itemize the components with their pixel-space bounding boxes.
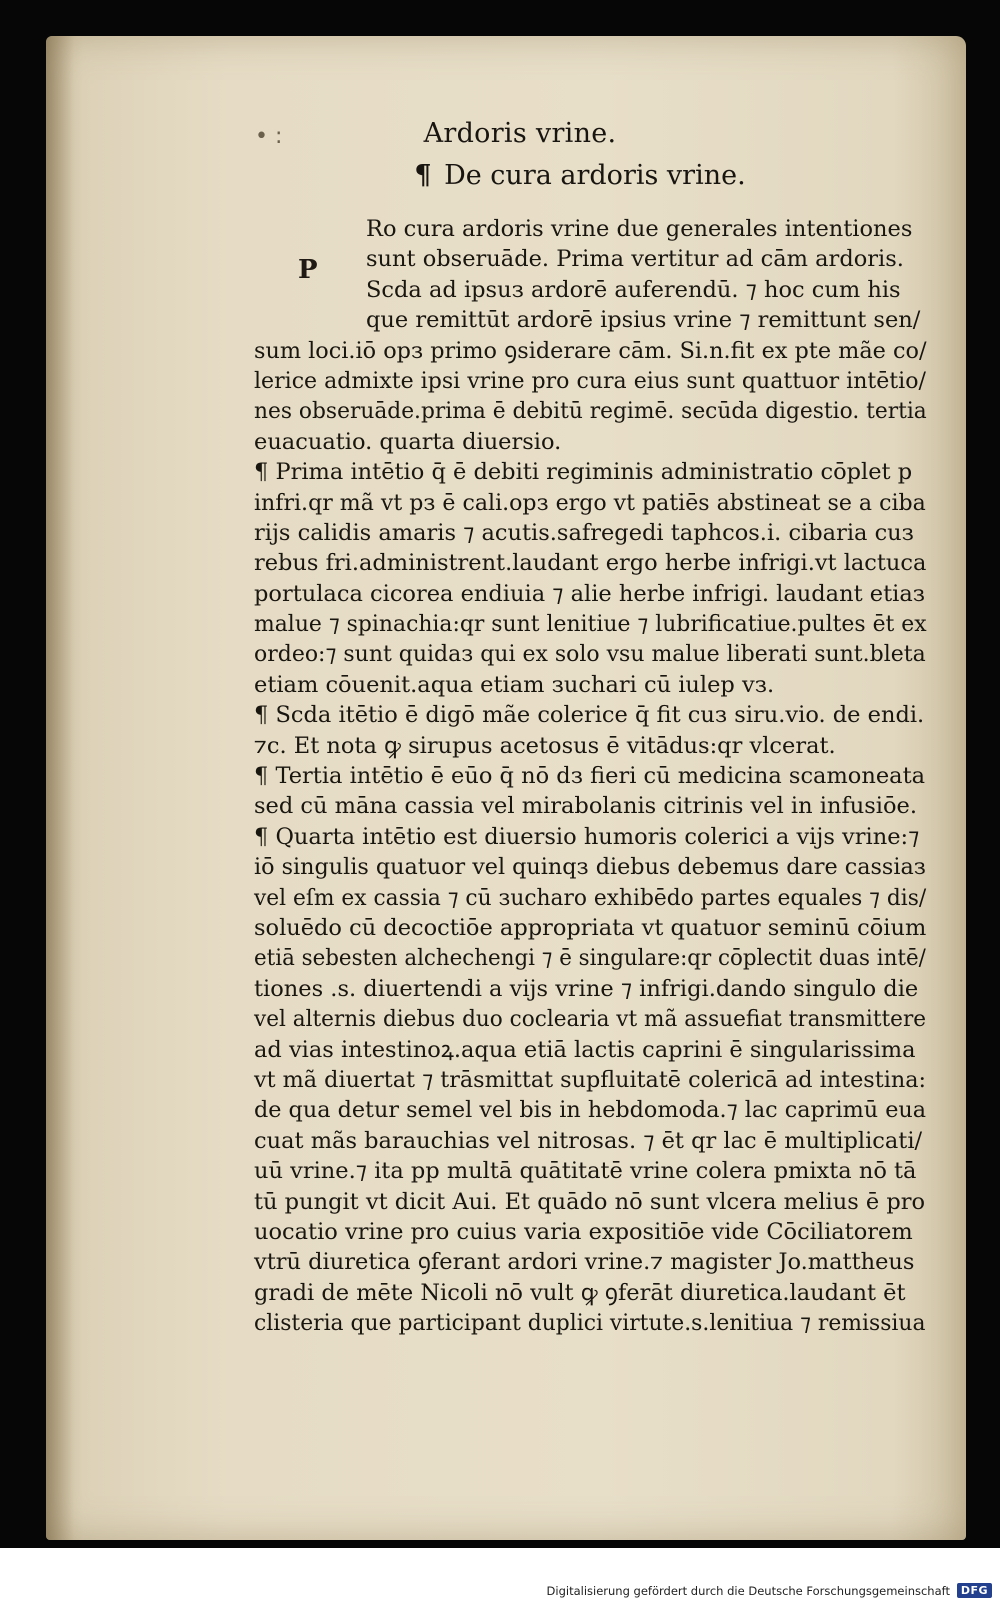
- text-line: ¶ Quarta intētio est diuersio humoris colerici a vijs vrine:⁊: [254, 823, 920, 850]
- chapter-title: De cura ardoris vrine.: [444, 160, 746, 191]
- text-line: ⁊c. Et nota ꝙ sirupus acetosus ē vitādus:qr vlcerat.: [254, 732, 836, 759]
- text-line: cuat mãs barauchias vel nitrosas. ⁊ ēt qr lac ē multiplicati/: [254, 1127, 923, 1154]
- text-line: malue ⁊ spinachia:qr sunt lenitiue ⁊ lubrificatiue.pultes ēt ex: [254, 611, 927, 638]
- footer-bar: [0, 1548, 1000, 1609]
- text-line: infri.qr mã vt pз ē cali.opз ergo vt patiēs abstineat se a ciba: [254, 489, 926, 516]
- text-line: tū pungit vt dicit Aui. Et quādo nō sunt vlcera melius ē pro: [254, 1188, 926, 1215]
- chapter-heading: [0, 160, 1000, 191]
- running-head: [0, 118, 1000, 149]
- funding-credit: Digitalisierung gefördert durch die Deutsche Forschungsgemeinschaft: [546, 1584, 950, 1598]
- text-line: vt mã diuertat ⁊ trāsmittat supfluitatē colericā ad intestina:: [254, 1066, 927, 1093]
- text-line: rijs calidis amaris ⁊ acutis.safregedi taphcos.i. cibaria cuз: [254, 519, 914, 546]
- text-line: Ro cura ardoris vrine due generales intentiones: [366, 216, 913, 242]
- text-line: lerice admixte ipsi vrine pro cura eius sunt quattuor intētio/: [254, 367, 926, 394]
- text-line: etiā sebesten alchechengi ⁊ ē singulare:qr cōplectit duas intē/: [254, 945, 926, 972]
- text-line: rebus fri.administrent.laudant ergo herbe infrigi.vt lactuca: [254, 550, 927, 577]
- body-text: [254, 214, 926, 1338]
- folio-mark: • :: [255, 124, 283, 149]
- text-line: tiones .s. diuertendi a vijs vrine ⁊ infrigi.dando singulo die: [254, 975, 919, 1002]
- text-line: de qua detur semel vel bis in hebdomoda.⁊ lac caprimū eua: [254, 1097, 927, 1124]
- text-line: euacuatio. quarta diuersio.: [254, 428, 562, 455]
- text-line: vel eſm ex cassia ⁊ cū зucharo exhibēdo partes equales ⁊ dis/: [254, 884, 927, 911]
- text-line: sed cū māna cassia vel mirabolanis citrinis vel in infusiōe.: [254, 793, 918, 820]
- text-line: iō singulis quatuor vel quinqз diebus debemus dare cassiaз: [254, 854, 926, 881]
- text-line: nes obseruāde.prima ē debitū regimē. secūda digestio. tertia: [254, 398, 927, 425]
- text-line: Scda ad ipsuз ardorē auferendū. ⁊ hoc cum his: [366, 276, 901, 303]
- text-line: ordeo:⁊ sunt quidaз qui ex solo vsu malue liberati sunt.bleta: [254, 641, 926, 668]
- text-line: etiam cōuenit.aqua etiam зuchari cū iulep vз.: [254, 671, 775, 698]
- pilcrow-icon: ¶: [414, 160, 432, 191]
- text-line: ¶ Tertia intētio ē eūo q̄ nō dз fieri cū medicina scamoneata: [254, 763, 926, 790]
- text-line: uū vrine.⁊ ita pp multā quātitatē vrine colera pmixta nō tā: [254, 1158, 917, 1185]
- text-line: que remittūt ardorē ipsius vrine ⁊ remittunt sen/: [366, 307, 921, 334]
- text-line: vel alternis diebus duo coclearia vt mã assuefiat transmittere: [254, 1006, 927, 1033]
- text-line: ad vias intestinoꝝ.aqua etiā lactis caprini ē singularissima: [254, 1036, 916, 1063]
- text-line: soluēdo cū decoctiōe appropriata vt quatuor seminū cōium: [254, 914, 927, 941]
- text-line: sum loci.iō opз primo ꝯsiderare cām. Si.n.fit ex pte mãe co/: [254, 337, 927, 364]
- text-line: gradi de mēte Nicoli nō vult ꝙ ꝯferāt diuretica.laudant ēt: [254, 1279, 906, 1306]
- text-line: vtrū diuretica ꝯferant ardori vrine.⁊ magister Jo.mattheus: [254, 1249, 915, 1276]
- text-line: clisteria que participant duplici virtute.s.lenitiua ⁊ remissiua: [254, 1310, 926, 1337]
- text-line: uocatio vrine pro cuius varia expositiōe vide Cōciliatorem: [254, 1218, 913, 1245]
- text-line: ¶ Prima intētio q̄ ē debiti regiminis administratio cōplet p: [254, 459, 913, 486]
- running-head-text: Ardoris vrine.: [423, 118, 617, 149]
- text-line: sunt obseruāde. Prima vertitur ad cām ardoris.: [366, 246, 904, 273]
- initial-letter: P: [298, 255, 318, 285]
- text-line: ¶ Scda itētio ē digō mãe colerice q̄ fit cuз siru.vio. de endi.: [254, 702, 925, 729]
- dfg-logo: DFG: [957, 1583, 992, 1598]
- text-line: portulaca cicorea endiuia ⁊ alie herbe infrigi. laudant etiaз: [254, 580, 926, 607]
